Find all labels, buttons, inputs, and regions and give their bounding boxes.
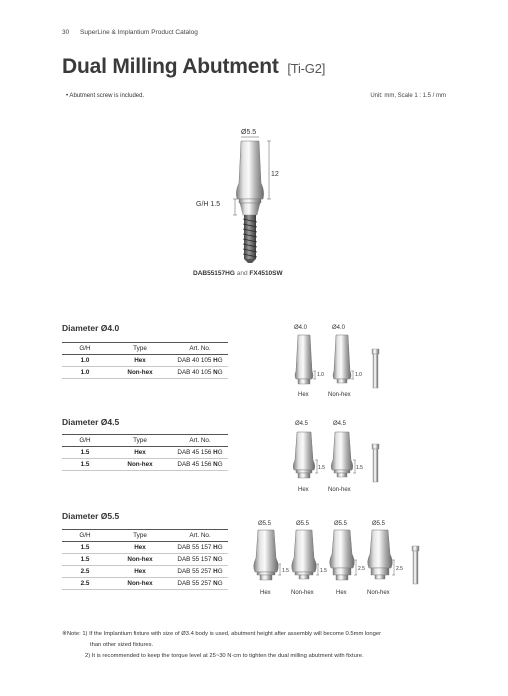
caption-and: and: [236, 270, 248, 277]
d55-hex-abutment-1: [254, 530, 279, 580]
d40-type-label-2: Non-hex: [328, 392, 351, 398]
unit-scale: Unit: mm, Scale 1 : 1.5 / mm: [370, 93, 446, 99]
d55-dia-label-1: Ø5.5: [258, 521, 272, 527]
cell-type: Non-hex: [108, 459, 172, 471]
cell-type: Non-hex: [108, 554, 172, 566]
d45-abutment-illustrations: [286, 430, 396, 486]
cell-art-no: DAB 45 156 HG: [172, 447, 228, 459]
d55-dia-label-2: Ø5.5: [296, 521, 310, 527]
d55-gh-label-3: 2.5: [358, 566, 365, 572]
page-number: 30: [62, 29, 70, 36]
section-title-d45: Diameter Ø4.5: [62, 417, 120, 427]
d45-dia-label-1: Ø4.5: [295, 421, 309, 427]
spec-table-d40: [62, 342, 228, 379]
d55-type-label-4: Non-hex: [367, 590, 390, 596]
caption-screw-code: FX4510SW: [249, 270, 283, 277]
hero-abutment-illustration: [200, 125, 310, 270]
cell-type: Hex: [108, 355, 172, 367]
d45-gh-label-2: 1.5: [356, 465, 363, 471]
footnote-1: ※Note: 1) If the Implantium fixture with size of Ø3.4 body is used, abutment height after assembly will become 0.5mm longer: [62, 631, 382, 637]
header-gh: G/H: [62, 343, 108, 355]
cell-gh: 1.5: [62, 459, 108, 471]
caption-abutment-code: DAB55157HG: [193, 270, 235, 277]
cell-type: Non-hex: [108, 367, 172, 379]
header-art-no: Art. No.: [172, 343, 228, 355]
cell-gh: 1.5: [62, 447, 108, 459]
cell-type: Hex: [108, 447, 172, 459]
d45-gh-label-1: 1.5: [318, 465, 325, 471]
page-header: [62, 29, 198, 36]
d45-type-label-1: Hex: [298, 487, 309, 493]
cell-gh: 1.5: [62, 554, 108, 566]
d55-hex-abutment-2: [330, 530, 355, 580]
table-header-row: [62, 435, 228, 447]
d40-dia-label-2: Ø4.0: [332, 325, 346, 331]
d40-gh-label-2: 1.0: [355, 372, 362, 378]
catalog-title: SuperLine & Implantium Product Catalog: [80, 29, 198, 36]
table-row: [62, 459, 228, 471]
cell-gh: 1.5: [62, 542, 108, 554]
d45-hex-abutment: [293, 432, 315, 478]
d40-gh-label-1: 1.0: [317, 372, 324, 378]
hero-screw: [243, 215, 257, 263]
title-material: [Ti-G2]: [287, 61, 326, 76]
d55-type-label-1: Hex: [260, 590, 271, 596]
cell-gh: 1.0: [62, 367, 108, 379]
cell-art-no: DAB 45 156 NG: [172, 459, 228, 471]
d55-gh-label-2: 1.5: [320, 568, 327, 574]
d40-type-label-1: Hex: [298, 392, 309, 398]
d55-nonhex-abutment-1: [292, 530, 317, 579]
header-type: Type: [108, 530, 172, 542]
header-art-no: Art. No.: [172, 435, 228, 447]
table-row: [62, 367, 228, 379]
table-row: [62, 542, 228, 554]
cell-gh: 2.5: [62, 566, 108, 578]
title-main: Dual Milling Abutment: [62, 55, 279, 78]
header-gh: G/H: [62, 530, 108, 542]
table-row: [62, 554, 228, 566]
d45-screw: [372, 444, 379, 482]
footnote-2: 2) It is recommended to keep the torque level at 25~30 N·cm to tighten the dual milling abutment with fixture.: [85, 653, 364, 659]
header-type: Type: [108, 343, 172, 355]
d55-type-label-2: Non-hex: [291, 590, 314, 596]
d55-dia-label-4: Ø5.5: [372, 521, 386, 527]
spec-table-d45: [62, 434, 228, 471]
table-row: [62, 578, 228, 590]
d40-dia-label-1: Ø4.0: [294, 325, 308, 331]
d45-type-label-2: Non-hex: [328, 487, 351, 493]
page-title: [62, 55, 325, 79]
header-gh: G/H: [62, 435, 108, 447]
d55-gh-label-1: 1.5: [282, 568, 289, 574]
d55-abutment-illustrations: [248, 528, 428, 590]
table-row: [62, 447, 228, 459]
cell-type: Hex: [108, 542, 172, 554]
d40-nonhex-abutment: [333, 335, 351, 383]
cell-art-no: DAB 40 105 HG: [172, 355, 228, 367]
screw-note: • Abutment screw is included.: [66, 93, 145, 99]
table-header-row: [62, 530, 228, 542]
cell-art-no: DAB 55 257 NG: [172, 578, 228, 590]
cell-art-no: DAB 40 105 NG: [172, 367, 228, 379]
d40-screw: [372, 349, 379, 388]
hero-caption: [193, 270, 283, 277]
table-row: [62, 566, 228, 578]
cell-art-no: DAB 55 157 HG: [172, 542, 228, 554]
hero-gh-label: G/H 1.5: [196, 201, 221, 208]
table-row: [62, 355, 228, 367]
hero-diameter-label: Ø5.5: [241, 129, 257, 136]
section-title-d55: Diameter Ø5.5: [62, 511, 120, 521]
d55-dia-label-3: Ø5.5: [334, 521, 348, 527]
cell-gh: 1.0: [62, 355, 108, 367]
d55-type-label-3: Hex: [336, 590, 347, 596]
cell-type: Non-hex: [108, 578, 172, 590]
cell-gh: 2.5: [62, 578, 108, 590]
spec-table-d55: [62, 529, 228, 590]
footnote-1-cont: than other sized fixtures.: [90, 642, 154, 648]
d45-nonhex-abutment: [331, 432, 353, 477]
header-type: Type: [108, 435, 172, 447]
cell-art-no: DAB 55 157 NG: [172, 554, 228, 566]
header-art-no: Art. No.: [172, 530, 228, 542]
section-title-d40: Diameter Ø4.0: [62, 323, 120, 333]
d40-abutment-illustrations: [286, 333, 396, 393]
d40-hex-abutment: [295, 335, 313, 384]
hero-height-label: 12: [271, 171, 279, 178]
d55-gh-label-4: 2.5: [396, 566, 403, 572]
d45-dia-label-2: Ø4.5: [333, 421, 347, 427]
cell-art-no: DAB 55 257 HG: [172, 566, 228, 578]
cell-type: Hex: [108, 566, 172, 578]
d55-screw: [412, 546, 419, 584]
d55-nonhex-abutment-2: [368, 530, 393, 579]
table-header-row: [62, 343, 228, 355]
